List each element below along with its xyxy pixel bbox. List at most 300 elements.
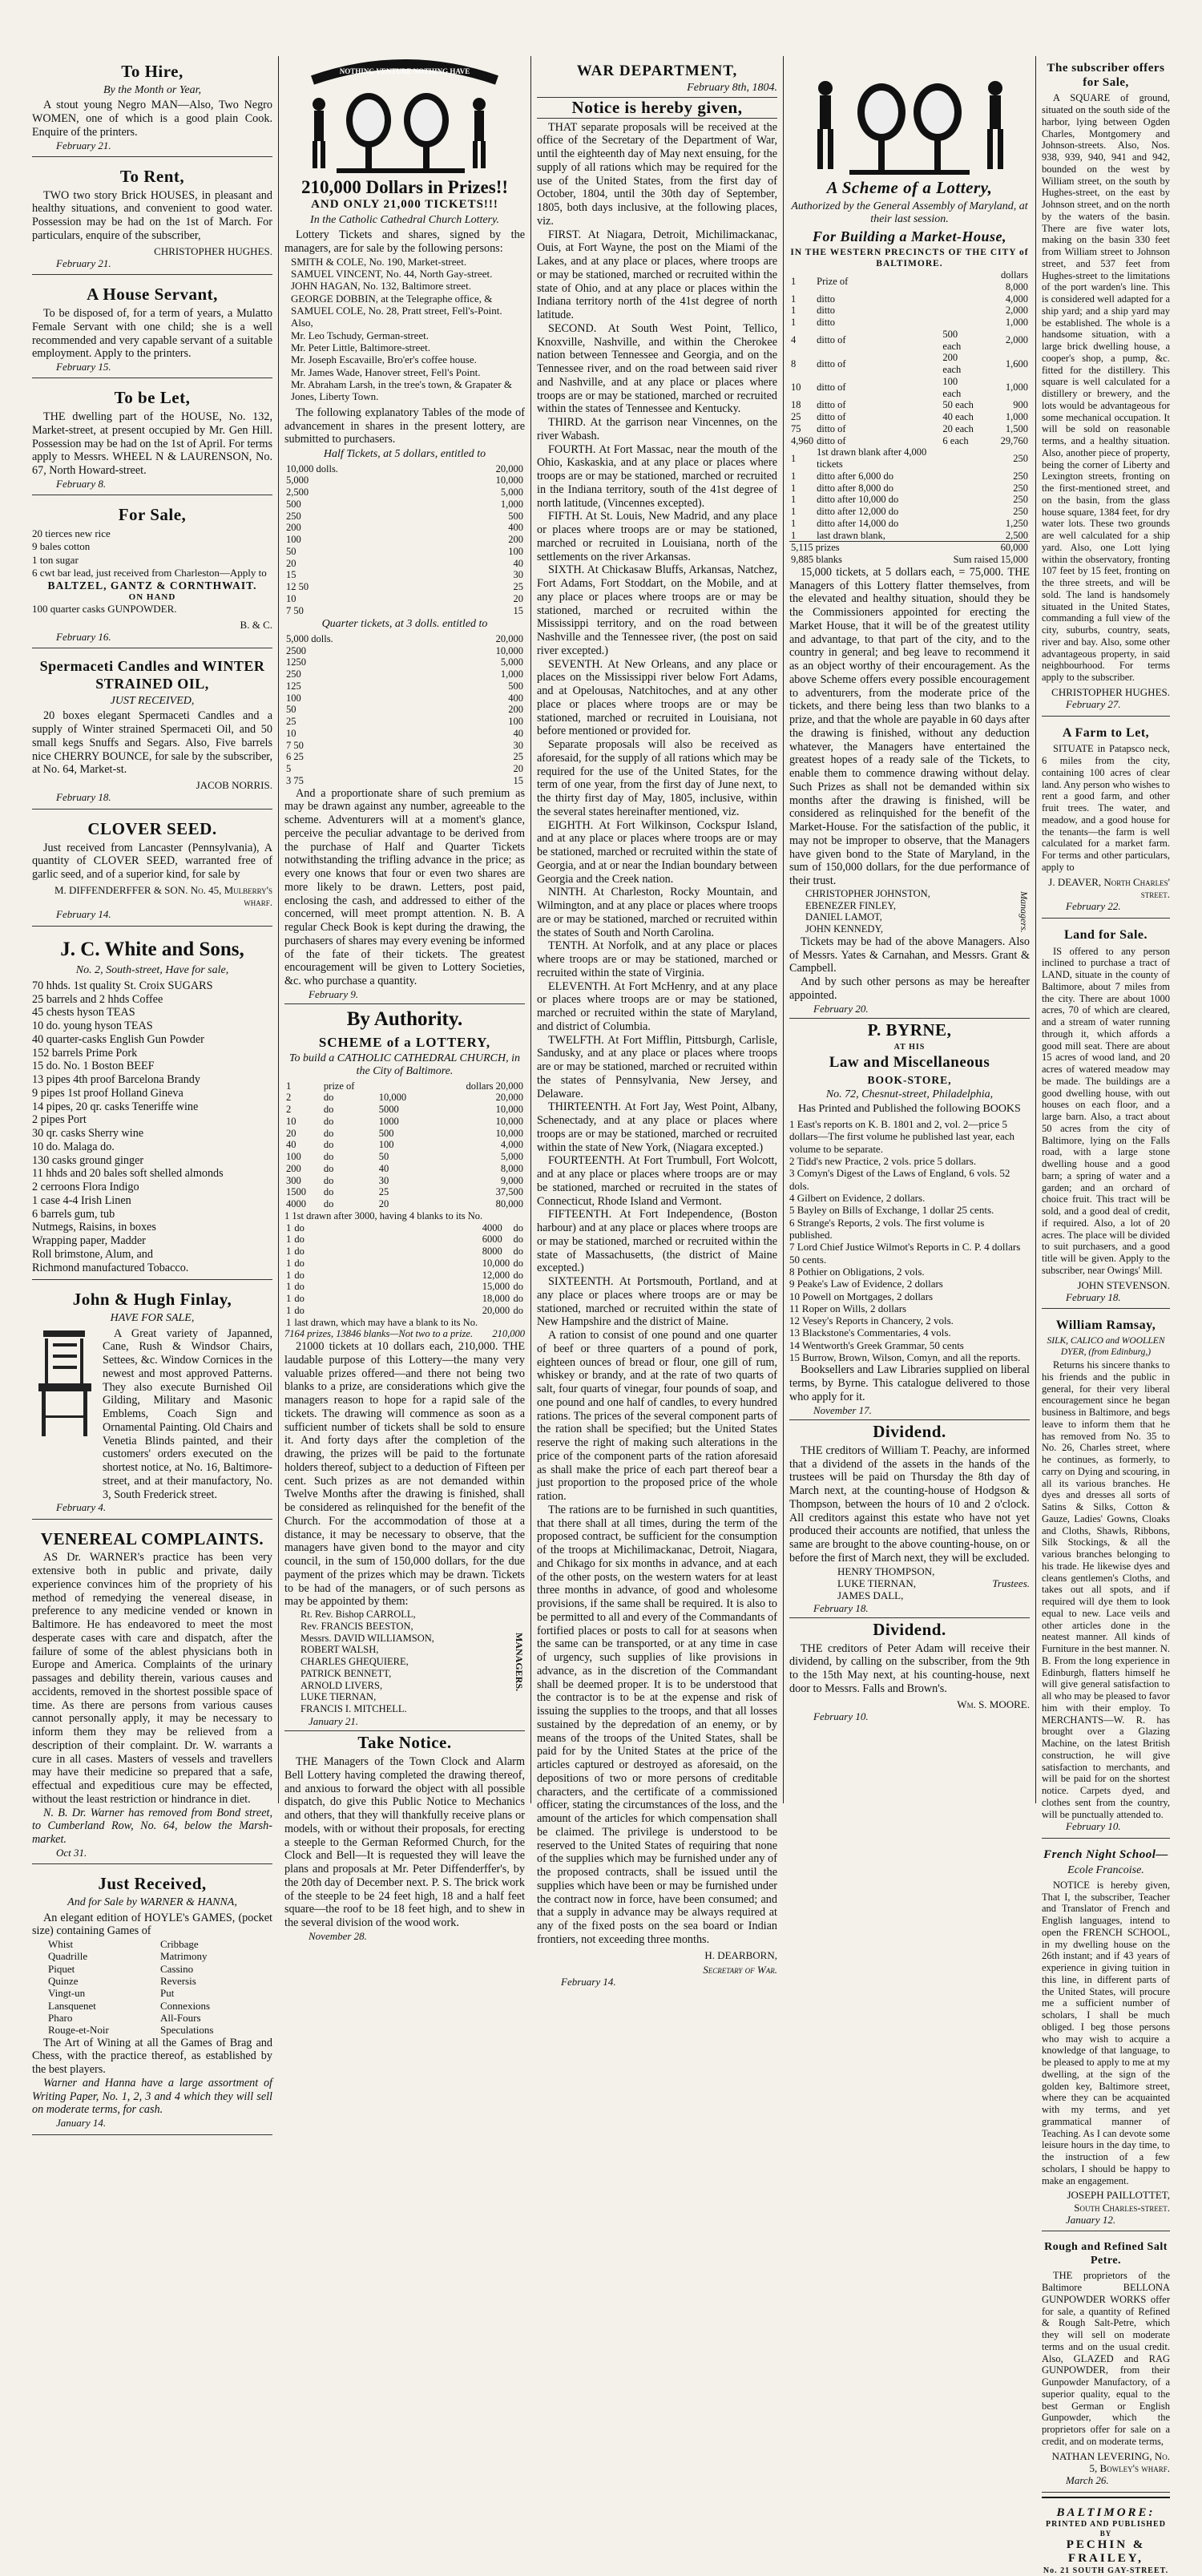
ad-signer: CHRISTOPHER HUGHES. bbox=[154, 244, 272, 257]
table-cell: 1,600 bbox=[1005, 357, 1028, 369]
goods-item: Roll brimstone, Alum, and bbox=[32, 1247, 153, 1261]
table-cell: 100 bbox=[508, 545, 523, 557]
game-item: Put bbox=[160, 1987, 175, 2000]
imprint-city: BALTIMORE: bbox=[1056, 2505, 1156, 2519]
table-row bbox=[284, 593, 525, 605]
table-row bbox=[284, 487, 525, 499]
table-row bbox=[284, 704, 525, 716]
post-item: SIXTH. At Chickasaw Bluffs, Arkansas, Natchez, Fort Adams, Fort Stoddart, on the Mobile, and at any place or places where troops are or may be stationed, marched or recruited within the Mississippi territory, and on the road between Nashville and the Tennessee river, (the post on said river excepted.) bbox=[537, 563, 777, 657]
table-cell: 100 bbox=[286, 534, 301, 546]
table-row bbox=[284, 522, 525, 534]
column-5 bbox=[1042, 56, 1170, 2576]
scheme-table bbox=[284, 1080, 525, 1210]
table-cell: 8 bbox=[791, 357, 797, 369]
goods-item: 45 chests hyson TEAS bbox=[32, 1006, 135, 1019]
table-cell: 100 bbox=[286, 1151, 301, 1163]
table-cell: do bbox=[323, 1115, 334, 1127]
ad-subtitle: Ecole Francoise. bbox=[1067, 1864, 1144, 1877]
ad-note: N. B. Dr. Warner has removed from Bond street, to Cumberland Row, No. 64, below the Marsh-market. bbox=[32, 1806, 272, 1847]
table-cell: do bbox=[513, 1281, 523, 1293]
ad-just-received bbox=[32, 1868, 272, 2134]
table-cell: 1,250 bbox=[1005, 517, 1028, 529]
signer-title: Secretary of War. bbox=[703, 1964, 777, 1976]
ad-body: A SQUARE of ground, situated on the south side of the harbor, lying between Ogden Charles, Montgomery and Johnson-streets. Also, Nos. 938, 939, 940, 941 and 942, bounded on the west by William street, on the south by Hughes-street, on the east by Johnson street, and on the north by the waters of the basin. There are five water lots, making on the basin 330 feet from William street to Johnson street, and 537 feet from Hughes-street to the limitations of the port warden's line. This is considered well adapted for a ship yard; and a ship yard may be established. The whole is a handsome situation, with a large brick dwelling house, a cooper's shop, a pump, &c. fitted for the distillery. This square is well calculated for a distillery or brewery, and the lots would be advantageous for some mechanical occupation. It will be sold on reasonable terms, and a healthy situation. Also, another piece of property, being the corner of Liberty and Lexington streets, fronting on the first-mentioned street, and on the basin, from the glass house square, 1384 feet, for dry water lots. These two grounds are well calculated for a ship yard. Also, one Lott lying within the observatory, fronting 107 feet by 15 feet, fronting on the three streets, and will be sold. The land is handsomely situated in the United States, commanding a full view of the city, suburbs, country, seats, river and bay. Also, some other advantageous property, in said neighbourhood. For terms apply to the subscriber. bbox=[1042, 92, 1170, 684]
manager-name: CHRISTOPHER JOHNSTON, bbox=[805, 887, 930, 899]
ad-date: February 21. bbox=[56, 139, 111, 151]
ad-title: CLOVER SEED. bbox=[87, 818, 217, 838]
table-row bbox=[789, 329, 1030, 353]
byrne-subtitle: Law and Miscellaneous bbox=[829, 1053, 990, 1071]
scheme-total: 7164 prizes, 13846 blanks—Not two to a prize. bbox=[284, 1328, 474, 1340]
table-cell: 100 bbox=[378, 1139, 394, 1151]
imprint-address: No. 21 SOUTH GAY-STREET. bbox=[1043, 2566, 1169, 2576]
agent-item: Also, bbox=[291, 317, 313, 329]
table-cell: do bbox=[294, 1221, 305, 1233]
table-cell: 15 bbox=[513, 604, 523, 616]
tables-intro: The following explanatory Tables of the mode of advancement in shares in the present lottery, are submitted to purchasers. bbox=[284, 406, 525, 446]
book-item: 8 Pothier on Obligations, 2 vols. bbox=[789, 1265, 925, 1278]
table-row bbox=[284, 534, 525, 546]
ad-date: November 17. bbox=[813, 1403, 872, 1416]
table-row bbox=[284, 511, 525, 523]
ad-date: February 20. bbox=[813, 1002, 869, 1015]
goods-item: 2 pipes Port bbox=[32, 1113, 87, 1127]
table-cell: 20 bbox=[286, 557, 296, 569]
table-cell: 125 bbox=[286, 680, 301, 692]
trustee-name: HENRY THOMPSON, bbox=[837, 1565, 935, 1577]
half-title: Half Tickets, at 5 dollars, entitled to bbox=[323, 448, 486, 461]
table-row bbox=[284, 1104, 525, 1116]
table-cell: 200 bbox=[508, 534, 523, 546]
ad-date: February 18. bbox=[813, 1601, 869, 1614]
agent-item: Mr. Peter Little, Baltimore-street. bbox=[291, 341, 431, 354]
ad-land-for-sale bbox=[1042, 923, 1170, 1310]
ad-signer: J. DEAVER, North Charles' street. bbox=[1048, 875, 1170, 900]
table-cell: 10,000 bbox=[495, 1115, 523, 1127]
managers-label: Managers. bbox=[1018, 890, 1030, 933]
table-row bbox=[789, 411, 1030, 423]
table-cell: 5,000 bbox=[500, 1151, 523, 1163]
agent-item: SMITH & COLE, No. 190, Market-street. bbox=[291, 255, 467, 268]
table-cell: 250 bbox=[286, 510, 301, 522]
table-row bbox=[284, 1128, 525, 1140]
table-cell: 5,115 prizes bbox=[791, 542, 840, 554]
ad-title: Land for Sale. bbox=[1063, 927, 1148, 942]
table-cell: do bbox=[294, 1257, 305, 1269]
ad-farm-to-let bbox=[1042, 721, 1170, 919]
table-cell: 5000 bbox=[378, 1104, 399, 1116]
lottery-purpose: For Building a Market-House, bbox=[812, 228, 1007, 244]
table-cell: 1 bbox=[286, 1269, 292, 1281]
table-row bbox=[789, 352, 1030, 376]
ad-date: February 18. bbox=[1066, 1290, 1121, 1303]
ad-body: NOTICE is hereby given, That I, the subscriber, Teacher and Translator of French and English languages, intend to open the FRENCH SCHOOL, in my dwelling house on the 26th instant; and if 43 years of experience in giving tuition in this line, in different parts of the United States, will procure me a sufficient number of scholars, I shall be much obliged. I beg those persons who may wish to acquire a knowledge of that language, to be pleased to apply to me at my dwelling, at the sign of the golden key, Baltimore street, where they can be acquainted with my terms, and yet grammatical manner of Teaching. As I can devote some leisure hours in the day time, to the instruction of a few scholars, I should be happy to make an engagement. bbox=[1042, 1879, 1170, 2186]
ad-title: John & Hugh Finlay, bbox=[72, 1290, 232, 1310]
table-cell: 5,000 bbox=[500, 656, 523, 668]
table-row bbox=[284, 1281, 525, 1293]
table-cell: 60,000 bbox=[1000, 542, 1028, 554]
ad-offer-for-sale bbox=[1042, 56, 1170, 717]
ad-jc-white bbox=[32, 931, 272, 1281]
table-cell: 10 bbox=[286, 1115, 296, 1127]
table-cell: do bbox=[323, 1127, 334, 1139]
table-cell: 20,000 bbox=[495, 462, 523, 474]
tickets-note: And by such other persons as may be hereafter appointed. bbox=[789, 975, 1030, 1002]
games-list bbox=[32, 1938, 272, 2037]
goods-item: 2 cerroons Flora Indigo bbox=[32, 1181, 139, 1194]
table-row bbox=[789, 376, 1030, 400]
column-rule bbox=[1035, 56, 1036, 1803]
table-row bbox=[284, 1175, 525, 1187]
table-cell: do bbox=[294, 1269, 305, 1281]
manager-name: JOHN KENNEDY, bbox=[805, 923, 883, 935]
manager-name: DANIEL LAMOT, bbox=[805, 911, 882, 923]
table-row bbox=[284, 1198, 525, 1210]
ad-french-school bbox=[1042, 1843, 1170, 2232]
table-cell: 200 bbox=[286, 1162, 301, 1174]
table-row bbox=[789, 446, 1030, 470]
byrne-at: AT HIS bbox=[893, 1042, 926, 1052]
table-cell: 4000 bbox=[286, 1198, 306, 1210]
table-row bbox=[789, 399, 1030, 411]
ad-body: A Great variety of Japanned, Cane, Rush & Windsor Chairs, Settees, &c. Window Cornices in the newest and most approved Patterns. They also execute Burnished Oil Gilding, Military and Masonic Emblems, Coach Sign and Ornamental Painting. Old Chairs and Venetia Blinds painted, and their customers' orders executed on the shortest notice, at No. 16, Baltimore-street, and at their manufactory, No. 3, South Frederick street. bbox=[103, 1326, 272, 1501]
table-cell: do bbox=[294, 1233, 305, 1246]
table-row bbox=[284, 605, 525, 617]
goods-item: 152 barrels Prime Pork bbox=[32, 1046, 138, 1060]
game-item: Lansquenet bbox=[48, 1999, 96, 2012]
ad-body: THE dwelling part of the HOUSE, No. 132, Market-street, at present occupied by Mr. Gen Hill. Possession may be had on the 1st of April. For terms apply to Messrs. WHEEL N & LAURENSON, No. 67, North Howard-street. bbox=[32, 410, 272, 478]
half-tickets-table bbox=[284, 463, 525, 617]
table-cell: 1,000 bbox=[1005, 382, 1028, 394]
table-cell: 4,960 bbox=[791, 434, 814, 446]
table-cell: 4,000 bbox=[1005, 293, 1028, 305]
dividend-body: THE creditors of Peter Adam will receive their dividend, by calling on the subscriber, from the 9th to the 15th May next, at his counting-house, next door to Messrs. Falls and Brown's. bbox=[789, 1641, 1030, 1695]
ad-title: The subscriber offers for Sale, bbox=[1047, 62, 1165, 89]
goods-item: 1 case 4-4 Irish Linen bbox=[32, 1193, 131, 1207]
table-cell: 10 bbox=[286, 727, 296, 739]
table-cell: 8,000 bbox=[500, 1162, 523, 1174]
ration-text: A ration to consist of one pound and one quarter of beef or three quarters of a pound of pork, eighteen ounces of bread or flour, one gill of rum, whiskey or brandy, and at the rate of two quarts of salt, four quarts of vinegar, four pounds of soap, and one pound and one half of candles, to every hundred rations. The prices of the several component parts of the ration shall be specified; but the United States reserve the right of making such alterations in the price of the component parts of the ration aforesaid as shall make the price of each part thereof bear a just proportion to the proposed price of the whole ration. bbox=[537, 1329, 777, 1504]
goods-item: 15 do. No. 1 Boston BEEF bbox=[32, 1060, 155, 1073]
table-cell bbox=[941, 305, 978, 317]
table-cell: 40 bbox=[286, 1139, 296, 1151]
table-cell: 40 bbox=[513, 557, 523, 569]
post-item: EIGHTH. At Fort Wilkinson, Cockspur Island, and at any place or places where troops are or may be stationed, marched or recruited within the state of Georgia, and at or near the Indian boundary between Georgia and the Creek nation. bbox=[537, 818, 777, 886]
table-cell: 1 bbox=[286, 1316, 292, 1328]
table-cell bbox=[941, 470, 978, 482]
goods-item: Richmond manufactured Tobacco. bbox=[32, 1261, 189, 1274]
agents-list bbox=[284, 256, 525, 403]
table-row bbox=[284, 558, 525, 570]
ad-title: For Sale, bbox=[118, 505, 187, 525]
prizes-note: In the Catholic Cathedral Church Lottery. bbox=[310, 213, 499, 226]
table-row bbox=[789, 506, 1030, 518]
table-cell: 50 bbox=[286, 545, 296, 557]
table-cell: 20 bbox=[513, 763, 523, 775]
table-cell: 20,000 bbox=[482, 1304, 510, 1316]
ad-body: The Art of Wining at all the Games of Brag and Chess, with the practice thereof, as established by the best players. bbox=[32, 2036, 272, 2077]
table-row bbox=[789, 305, 1030, 317]
table-cell: ditto of bbox=[817, 434, 846, 446]
table-cell: 10,000 bbox=[495, 1127, 523, 1139]
goods-item: 13 pipes 4th proof Barcelona Brandy bbox=[32, 1073, 200, 1087]
ad-date: February 16. bbox=[56, 631, 111, 644]
table-cell: Sum raised 15,000 bbox=[953, 554, 1028, 566]
game-item: Quadrille bbox=[48, 1950, 88, 1963]
table-cell: 6000 bbox=[482, 1233, 502, 1246]
table-cell: dollars 8,000 bbox=[1000, 269, 1028, 293]
table-cell: 12 50 bbox=[286, 581, 309, 593]
table-cell: 12,000 bbox=[482, 1269, 510, 1281]
post-item: NINTH. At Charleston, Rocky Mountain, and Wilmington, and at any place or places where troops are or may be stationed, marched or recruited within the states of South and North Carolina. bbox=[537, 886, 777, 939]
table-cell: 80,000 bbox=[495, 1198, 523, 1210]
table-cell bbox=[941, 293, 978, 305]
table-cell: 10 bbox=[286, 592, 296, 604]
table-cell: 29,760 bbox=[1000, 434, 1028, 446]
table-cell: 1 bbox=[791, 470, 797, 482]
ad-date: January 14. bbox=[56, 2117, 107, 2130]
table-cell: 15 bbox=[513, 774, 523, 786]
table-cell: 10 bbox=[791, 382, 801, 394]
goods-item: 70 hhds. 1st quality St. Croix SUGARS bbox=[32, 979, 213, 992]
byrne-intro: Has Printed and Published the following BOOKS bbox=[798, 1103, 1021, 1116]
book-item: 2 Tidd's new Practice, 2 vols. price 5 dollars. bbox=[789, 1154, 977, 1167]
byrne-address: No. 72, Chesnut-street, Philadelphia, bbox=[825, 1088, 994, 1100]
table-cell: 25 bbox=[791, 411, 801, 423]
table-cell: 500 each bbox=[942, 328, 962, 352]
trustees-label: Trustees. bbox=[992, 1577, 1030, 1589]
column-2 bbox=[284, 56, 525, 1942]
ad-body: SITUATE in Patapsco neck, 6 miles from the city, containing 100 acres of clear land. Any person who wishes to rent a good farm, and other fruit trees. The water, and meadow, and a good house for the tenants—the farm is well calculated for a market farm. For terms and other particulars, apply to bbox=[1042, 743, 1170, 873]
ad-venereal bbox=[32, 1524, 272, 1865]
table-cell: ditto after 14,000 do bbox=[817, 517, 899, 529]
table-row bbox=[789, 482, 1030, 495]
table-cell: 1 bbox=[791, 452, 797, 464]
table-cell: 250 bbox=[286, 668, 301, 680]
table-cell: ditto bbox=[817, 293, 836, 305]
ad-title: A Farm to Let, bbox=[1062, 725, 1150, 740]
book-item: 13 Blackstone's Commentaries, 4 vols. bbox=[789, 1326, 951, 1339]
table-cell bbox=[941, 482, 978, 495]
table-row bbox=[789, 435, 1030, 447]
table-cell: 5 bbox=[286, 763, 292, 775]
ad-title: Just Received, bbox=[98, 1874, 207, 1894]
table-cell: 50 bbox=[286, 704, 296, 716]
ad-date: February 10. bbox=[813, 1710, 869, 1722]
table-cell: 50 each bbox=[942, 399, 974, 411]
table-row bbox=[284, 1186, 525, 1198]
table-cell: 40 each bbox=[942, 411, 974, 423]
lottery-place: IN THE WESTERN PRECINCTS OF THE CITY of BALTIMORE. bbox=[790, 248, 1029, 269]
table-cell: 1 bbox=[791, 494, 797, 506]
ad-signer: JOHN STEVENSON. bbox=[1077, 1278, 1170, 1291]
sale-line: 20 tierces new rice bbox=[32, 527, 111, 539]
game-item: Connexions bbox=[160, 1999, 211, 2012]
table-cell: ditto bbox=[817, 305, 836, 317]
table-cell: do bbox=[513, 1233, 523, 1246]
table-cell: do bbox=[513, 1293, 523, 1305]
ad-for-sale bbox=[32, 499, 272, 648]
table-cell: 10,000 bbox=[495, 644, 523, 656]
game-item: Cassino bbox=[160, 1962, 194, 1975]
table-row bbox=[284, 1258, 525, 1270]
book-item: 12 Vesey's Reports in Chancery, 2 vols. bbox=[789, 1314, 954, 1327]
table-cell: 1 bbox=[791, 293, 797, 305]
table-row bbox=[789, 293, 1030, 305]
trustee-name: LUKE TIERNAN, bbox=[837, 1577, 916, 1589]
table-cell bbox=[941, 494, 978, 506]
table-cell: 37,500 bbox=[495, 1186, 523, 1198]
market-totals-table bbox=[789, 541, 1030, 566]
table-row bbox=[284, 1080, 525, 1092]
ad-title: To Hire, bbox=[121, 62, 184, 81]
closing-text: The rations are to be furnished in such quantities, that there shall at all times, during the term of the proposed contract, be sufficient for the consumption of the troops at Michilimackanac, Detroit, Niagara, and Chikago for six months in advance, and at each of the other posts, on the western waters for at least three months in advance, of good and wholesome provisions, if the same shall be required. It is also to be permitted to all and every of the Commandants of fortified places or posts to call for at seasons when the same can be transported, or at any time in case of urgency, such supplies of like provisions in advance, as in the discretion of the Commandant shall be deemed proper. It is to be understood that the contractor is to be at the expense and risk of issuing the supplies to the troops, and that all losses sustained by the depredation of an enemy, or by means of the troops of the United States, shall be paid for by the United States at the price of the articles captured or destroyed as aforesaid, on the depositions of two or more persons of creditable characters, and the certificate of a commissioned officer, stating the circumstances of the loss, and the amount of the articles for which compensation shall be claimed. The privilege is understood to be reserved to the United States of requiring that none of the supplies which may be furnished under any of the proposed contracts, shall be issued until the supplies which have been or may be furnished under the contract now in force, have been consumed; and that a supply in advance may be always required at any of the fixed posts on the sea board or Indian frontiers, not exceeding three months. bbox=[537, 1503, 777, 1946]
tickets-note: Tickets may be had of the above Managers. Also of Messrs. Yates & Carnahan, and Messrs. Grant & Campbell. bbox=[789, 935, 1030, 975]
table-cell bbox=[941, 518, 978, 530]
manager-name: LUKE TIERNAN, bbox=[300, 1691, 377, 1703]
managers-list bbox=[789, 888, 1018, 935]
table-row bbox=[284, 499, 525, 511]
sale-line: BALTZEL, GANTZ & CORNTHWAIT. bbox=[47, 579, 257, 592]
trustee-name: JAMES DALL, bbox=[837, 1589, 904, 1602]
table-cell: 25 bbox=[378, 1186, 389, 1198]
table-cell: 1st drawn blank after 4,000 tickets bbox=[817, 446, 927, 470]
book-item: 7 Lord Chief Justice Wilmot's Reports in C. P. 4 dollars 50 cents. bbox=[789, 1241, 1021, 1266]
table-row bbox=[789, 530, 1030, 542]
ad-clover-seed bbox=[32, 814, 272, 927]
table-row bbox=[284, 1222, 525, 1234]
table-cell: do bbox=[513, 1269, 523, 1281]
table-row bbox=[789, 494, 1030, 506]
table-cell: 5,000 bbox=[500, 487, 523, 499]
goods-item: 9 pipes 1st proof Holland Gineva bbox=[32, 1086, 184, 1100]
ad-body: THE proprietors of the Baltimore BELLONA GUNPOWDER WORKS offer for sale, a quantity of Refined & Rough Salt-Petre, which they will sell on moderate terms and on the usual credit. Also, GLAZED and RAG GUNPOWDER, from their Gunpowder Manufactory, of a superior quality, equal to the best German or English Gunpowder, which the proprietors offer for sale on a credit, and on moderate terms, bbox=[1042, 2270, 1170, 2447]
post-item: FOURTEENTH. At Fort Trumbull, Fort Wolcott, and at any place or places where troops are or may be stationed, marched or recruited in the states of Connecticut, Rhode Island and Vermont. bbox=[537, 1154, 777, 1208]
table-row bbox=[789, 554, 1030, 566]
table-cell: do bbox=[294, 1281, 305, 1293]
scheme-title: SCHEME of a LOTTERY, bbox=[318, 1034, 491, 1050]
table-cell: 1,500 bbox=[1005, 422, 1028, 434]
newspaper-page bbox=[32, 56, 1170, 2576]
game-item: Matrimony bbox=[160, 1950, 208, 1963]
table-cell: do bbox=[294, 1246, 305, 1258]
goods-item: 130 casks ground ginger bbox=[32, 1153, 144, 1167]
table-cell: 250 bbox=[1013, 506, 1028, 518]
table-cell: ditto of bbox=[817, 399, 846, 411]
lottery-wheels-icon bbox=[288, 56, 521, 176]
manager-name: ARNOLD LIVERS, bbox=[300, 1679, 383, 1691]
table-row bbox=[284, 716, 525, 728]
ad-title: J. C. White and Sons, bbox=[60, 938, 244, 960]
agent-item: GEORGE DOBBIN, at the Telegraphe office, & SAMUEL COLE, No. 28, Pratt street, Fell's-Point. bbox=[291, 292, 502, 317]
ad-date: February 14. bbox=[56, 908, 111, 921]
post-item: SEVENTH. At New Orleans, and any place or places on the Mississippi river below Fort Adams, and at Opelousas, Natchitoches, and at any other place or places where troops are or may be stationed, marched or recruited in Louisiana, not before mentioned or provided for. bbox=[537, 657, 777, 738]
table-cell: do bbox=[323, 1104, 334, 1116]
table-cell: 20 bbox=[286, 1127, 296, 1139]
column-rule bbox=[530, 56, 531, 1803]
ad-to-be-let bbox=[32, 382, 272, 495]
table-row bbox=[284, 1116, 525, 1128]
byrne-close: Booksellers and Law Libraries supplied on liberal terms, by Byrne. This catalogue delivered to those who apply for it. bbox=[789, 1363, 1030, 1403]
table-cell: 250 bbox=[1013, 482, 1028, 494]
drawn-table bbox=[284, 1222, 525, 1329]
table-cell: 1,000 bbox=[1005, 411, 1028, 423]
dividend-title: Dividend. bbox=[873, 1422, 946, 1442]
table-cell: 100 each bbox=[942, 375, 962, 399]
book-item: 1 East's reports on K. B. 1801 and 2, vol. 2—price 5 dollars—The first volume he published last year, each volume to be separate. bbox=[789, 1117, 1015, 1155]
table-cell: 25 bbox=[513, 751, 523, 763]
post-item: TWELFTH. At Fort Mifflin, Pittsburgh, Carlisle, Sandusky, and at any place or places where troops are or may be stationed, marched or recruited within the states of Pennsylvania, New Jersey, and Delaware. bbox=[537, 1033, 777, 1100]
notice-title: Take Notice. bbox=[357, 1733, 452, 1753]
goods-item: 11 hhds and 20 bales soft shelled almonds bbox=[32, 1167, 224, 1181]
ad-to-hire bbox=[32, 56, 272, 157]
table-cell: 7 50 bbox=[286, 739, 304, 751]
table-cell: do bbox=[513, 1246, 523, 1258]
quarter-title: Quarter tickets, at 3 dolls. entitled to bbox=[321, 618, 488, 631]
managers-list bbox=[284, 1609, 514, 1715]
chair-icon bbox=[32, 1327, 98, 1439]
table-cell: 40 bbox=[378, 1162, 389, 1174]
prizes-title: 210,000 Dollars in Prizes!! bbox=[300, 177, 509, 197]
post-item: THIRTEENTH. At Fort Jay, West Point, Albany, Schenectady, and at any place or places where troops are or may be stationed, marched or recruited within the state of New York, (Niagara excepted.) bbox=[537, 1100, 777, 1154]
table-cell: 20 each bbox=[942, 422, 974, 434]
table-cell: 500 bbox=[378, 1127, 394, 1139]
market-lottery-woodcut bbox=[789, 56, 1030, 176]
ad-title: A House Servant, bbox=[87, 285, 218, 305]
manager-name: Messrs. DAVID WILLIAMSON, bbox=[300, 1632, 434, 1644]
table-cell: 1,000 bbox=[500, 668, 523, 680]
manager-name: FRANCIS I. MITCHELL. bbox=[300, 1703, 407, 1715]
ad-date: February 18. bbox=[56, 791, 111, 804]
table-row bbox=[284, 751, 525, 763]
table-cell: 30 bbox=[513, 739, 523, 751]
table-row bbox=[284, 1270, 525, 1282]
ad-date: January 12. bbox=[1066, 2214, 1116, 2227]
sale-line: ON HAND bbox=[128, 592, 176, 603]
imprint-line: PRINTED AND PUBLISHED bbox=[1046, 2520, 1166, 2530]
table-row bbox=[789, 542, 1030, 554]
table-cell bbox=[941, 530, 978, 542]
post-item: FIFTEENTH. At Fort Independence, (Boston harbour) and at any place or places where troops are or may be stationed, marched or recruited within the state of Massachusetts, (the district of Maine excepted.) bbox=[537, 1208, 777, 1275]
table-row bbox=[284, 1293, 525, 1305]
table-cell: ditto after 12,000 do bbox=[817, 506, 899, 518]
ad-signer: B. & C. bbox=[240, 618, 272, 631]
table-row bbox=[284, 728, 525, 740]
post-item: THIRD. At the garrison near Vincennes, on the river Wabash. bbox=[537, 416, 777, 442]
agent-item: Mr. Joseph Escavaille, Bro'er's coffee house. bbox=[291, 353, 477, 366]
scheme-total-right: 210,000 bbox=[492, 1328, 525, 1340]
table-cell: do bbox=[513, 1257, 523, 1269]
table-cell: 8000 bbox=[482, 1246, 502, 1258]
table-cell: 2 bbox=[286, 1092, 292, 1104]
table-cell: 6 25 bbox=[286, 751, 304, 763]
table-cell: 1 bbox=[791, 317, 797, 329]
game-item: Cribbage bbox=[160, 1938, 199, 1951]
war-department-title: WAR DEPARTMENT, bbox=[576, 63, 738, 79]
game-item: Quinze bbox=[48, 1975, 79, 1988]
table-row bbox=[284, 633, 525, 645]
table-row bbox=[789, 518, 1030, 530]
table-cell: 200 bbox=[508, 704, 523, 716]
table-cell: 3 75 bbox=[286, 774, 304, 786]
table-cell: 1500 bbox=[286, 1186, 306, 1198]
table-row bbox=[284, 763, 525, 775]
table-cell: ditto of bbox=[817, 357, 846, 369]
sale-line: 9 bales cotton bbox=[32, 540, 91, 553]
lottery-woodcut bbox=[284, 56, 525, 176]
table-cell: do bbox=[323, 1186, 334, 1198]
table-row bbox=[284, 680, 525, 692]
